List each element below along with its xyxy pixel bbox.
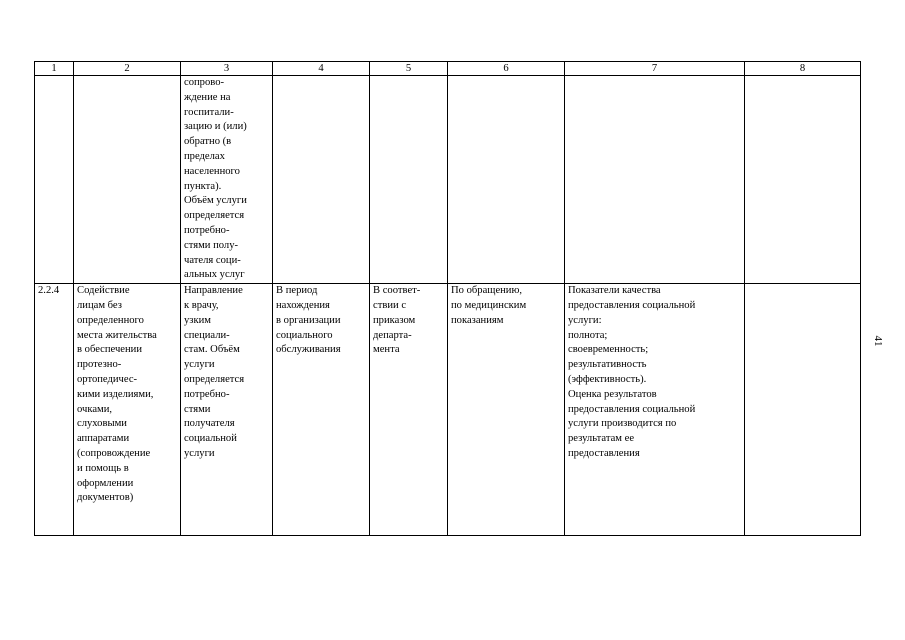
- header-row: [35, 62, 861, 76]
- col-header-5: 5: [370, 62, 448, 76]
- services-table: [34, 61, 861, 536]
- row1-col1: [35, 76, 74, 284]
- row1-col5: [370, 76, 448, 284]
- row1-col8: [745, 76, 861, 284]
- table-row: [35, 284, 861, 536]
- row1-col6: [448, 76, 565, 284]
- row2-number: 2.2.4: [35, 284, 74, 536]
- row2-service-content: Направление к врачу, узким специали- стам. Объём услуги определяется потребно- стями получателя социальной услуги: [181, 284, 273, 536]
- col-header-8: 8: [745, 62, 861, 76]
- row1-col7: [565, 76, 745, 284]
- col-header-6: 6: [448, 62, 565, 76]
- page-number: 41: [872, 335, 884, 347]
- table-row: [35, 76, 861, 284]
- row1-service-content: сопрово- ждение на госпитали- зацию и (или) обратно (в пределах населенного пункта). Объём услуги определяется потребно- стями полу- чателя соци- альных услуг: [181, 76, 273, 284]
- row2-col8: [745, 284, 861, 536]
- col-header-4: 4: [273, 62, 370, 76]
- col-header-7: 7: [565, 62, 745, 76]
- row2-quality-indicators: Показатели качества предоставления социальной услуги: полнота; своевременность; результативность (эффективность). Оценка результатов предоставления социальной услуги производится по результатам ее предоставления: [565, 284, 745, 536]
- row1-col2: [74, 76, 181, 284]
- row2-service-name: Содействие лицам без определенного места жительства в обеспечении протезно- ортопедичес- кими изделиями, очками, слуховыми аппаратами (сопровождение и помощь в оформлении документов): [74, 284, 181, 536]
- row2-basis: В соответ- ствии с приказом дeпарта- мента: [370, 284, 448, 536]
- row1-col4: [273, 76, 370, 284]
- row2-conditions: По обращению, по медицинским показаниям: [448, 284, 565, 536]
- col-header-3: 3: [181, 62, 273, 76]
- col-header-2: 2: [74, 62, 181, 76]
- row2-terms: В период нахождения в организации социального обслуживания: [273, 284, 370, 536]
- col-header-1: 1: [35, 62, 74, 76]
